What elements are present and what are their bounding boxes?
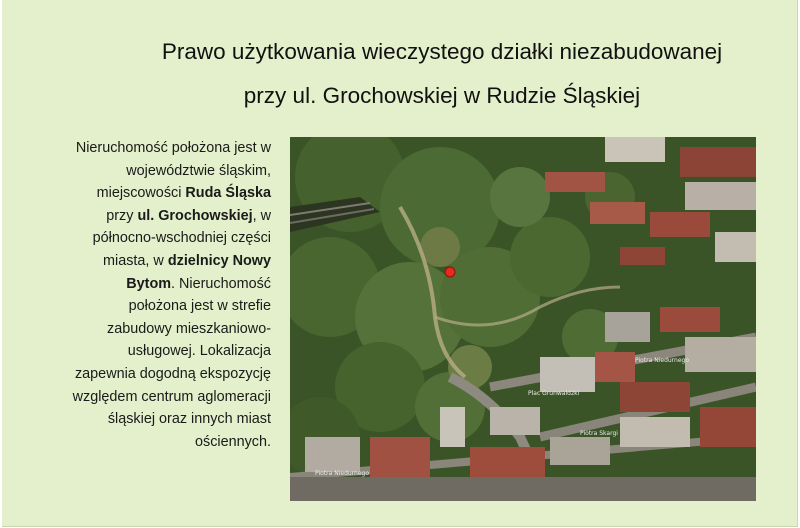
street-label: Piotra Skargi <box>580 430 618 437</box>
title-line-2: przy ul. Grochowskiej w Rudzie Śląskiej <box>243 83 641 108</box>
description-text: , w północno-wschodniej części miasta, w <box>92 207 271 269</box>
street-label: Piotra Niedurnego <box>635 357 690 364</box>
street-label: Plac Grunwaldzki <box>528 390 580 397</box>
description-text: Nieruchomość położona jest w województwie śląskim, miejscowości <box>75 140 271 202</box>
property-description <box>66 137 271 453</box>
street-label: Piotra Niedurnego <box>315 470 370 477</box>
description-text: przy <box>106 207 138 224</box>
slide <box>2 0 798 527</box>
title-line-1: Prawo użytkowania wieczystego działki niezabudowanej <box>161 39 723 64</box>
location-pin-icon[interactable] <box>445 267 455 277</box>
aerial-photo <box>290 137 756 501</box>
description-text: . Nieruchomość położona jest w strefie zabudowy mieszkaniowo-usługowej. Lokalizacja zapewnia dogodną ekspozycję względem centrum aglomeracji śląskiej oraz innych miast ościennych. <box>72 275 271 450</box>
district-name: dzielnicy Nowy Bytom <box>126 252 271 292</box>
city-name: Ruda Śląska <box>185 185 271 202</box>
page-title <box>112 30 772 118</box>
street-name: ul. Grochowskiej <box>137 207 253 224</box>
